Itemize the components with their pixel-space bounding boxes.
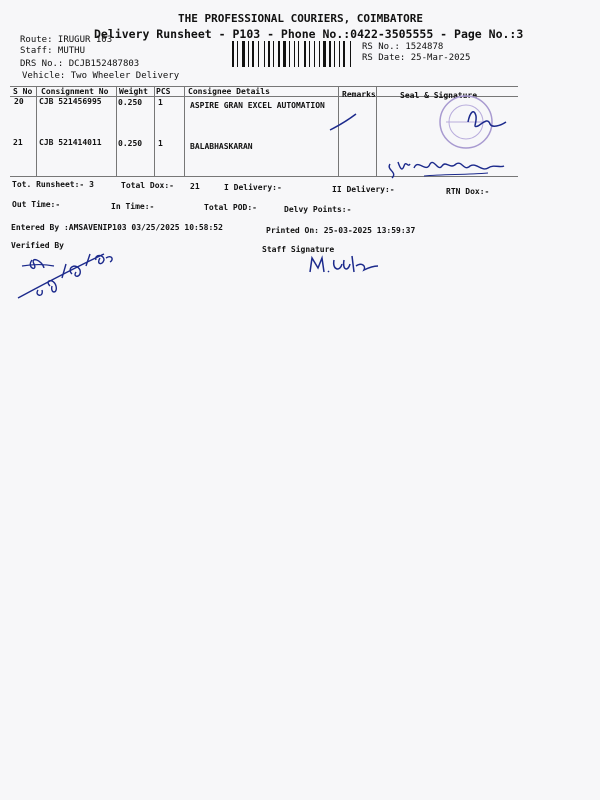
barcode-bar [283, 41, 286, 67]
barcode-bar [273, 41, 274, 67]
company-name: THE PROFESSIONAL COURIERS, COIMBATORE [178, 12, 424, 25]
barcode-bar [237, 41, 238, 67]
printed-on: Printed On: 25-03-2025 13:59:37 [266, 226, 416, 235]
barcode-bar [278, 41, 280, 67]
barcode-bar [350, 41, 351, 67]
row1-signature [462, 104, 512, 134]
barcode-bar [232, 41, 234, 67]
barcode-bar [289, 41, 290, 67]
staff: Staff: MUTHU [20, 46, 86, 56]
i-delivery: I Delivery:- [224, 183, 282, 192]
row-pcs: 1 [158, 139, 163, 148]
row-weight: 0.250 [118, 139, 143, 148]
barcode-bar [264, 41, 265, 67]
col-remarks: Remarks [342, 90, 376, 99]
row-pcs: 1 [158, 98, 163, 107]
barcode-bar [268, 41, 270, 67]
route: Route: IRUGUR 103 [20, 35, 113, 45]
row-consignment: CJB 521414011 [39, 138, 102, 147]
barcode-bar [258, 41, 259, 67]
col-pcs: PCS [156, 87, 171, 96]
barcode-bar [323, 41, 326, 67]
staff-signature-label: Staff Signature [262, 245, 335, 254]
entered-by: Entered By :AMSAVENIP103 03/25/2025 10:58:52 [11, 223, 223, 232]
barcode-bar [248, 41, 249, 67]
ii-delivery: II Delivery:- [332, 185, 395, 194]
row1-remark-mark [326, 110, 366, 135]
barcode-bar [319, 41, 320, 67]
verified-by: Verified By [11, 241, 64, 250]
col-seal-signature: Seal & Signature [400, 91, 478, 100]
in-time: In Time:- [111, 202, 155, 211]
rs-number: RS No.: 1524878 [362, 42, 444, 52]
row-consignment: CJB 521456995 [39, 97, 102, 106]
barcode-bar [339, 41, 340, 67]
row-consignee: ASPIRE GRAN EXCEL AUTOMATION [190, 101, 325, 110]
barcode [232, 41, 354, 67]
barcode-bar [294, 41, 295, 67]
barcode-bar [252, 41, 254, 67]
barcode-bar [329, 41, 331, 67]
col-weight: Weight [119, 87, 148, 96]
barcode-bar [309, 41, 310, 67]
barcode-bar [298, 41, 299, 67]
vehicle: Vehicle: Two Wheeler Delivery [22, 71, 180, 81]
out-time: Out Time:- [12, 200, 61, 209]
drs-number: DRS No.: DCJB152487803 [20, 59, 140, 69]
barcode-bar [343, 41, 345, 67]
col-consignee: Consignee Details [188, 87, 270, 96]
total-runsheet: Tot. Runsheet:- 3 [12, 180, 94, 189]
row-sno: 21 [13, 138, 23, 147]
row-weight: 0.250 [118, 98, 143, 107]
row-consignee: BALABHASKARAN [190, 142, 253, 151]
delvy-points: Delvy Points:- [284, 205, 352, 214]
total-dox-value: 21 [190, 182, 200, 191]
col-consignment: Consignment No [41, 87, 109, 96]
rtn-dox: RTN Dox:- [446, 187, 490, 196]
row-sno: 20 [14, 97, 24, 106]
barcode-bar [242, 41, 245, 67]
rs-date: RS Date: 25-Mar-2025 [362, 53, 471, 63]
total-dox-label: Total Dox:- [121, 181, 174, 190]
barcode-bar [304, 41, 306, 67]
verified-signature [14, 250, 124, 302]
col-sno: S No [13, 87, 33, 96]
row2-signature [384, 154, 510, 186]
barcode-bar [334, 41, 335, 67]
total-pod: Total POD:- [204, 203, 257, 212]
barcode-bar [314, 41, 315, 67]
staff-signature [306, 252, 386, 278]
runsheet-title: Delivery Runsheet - P103 - Phone No.:0422-3505555 - Page No.:3 [94, 27, 524, 41]
